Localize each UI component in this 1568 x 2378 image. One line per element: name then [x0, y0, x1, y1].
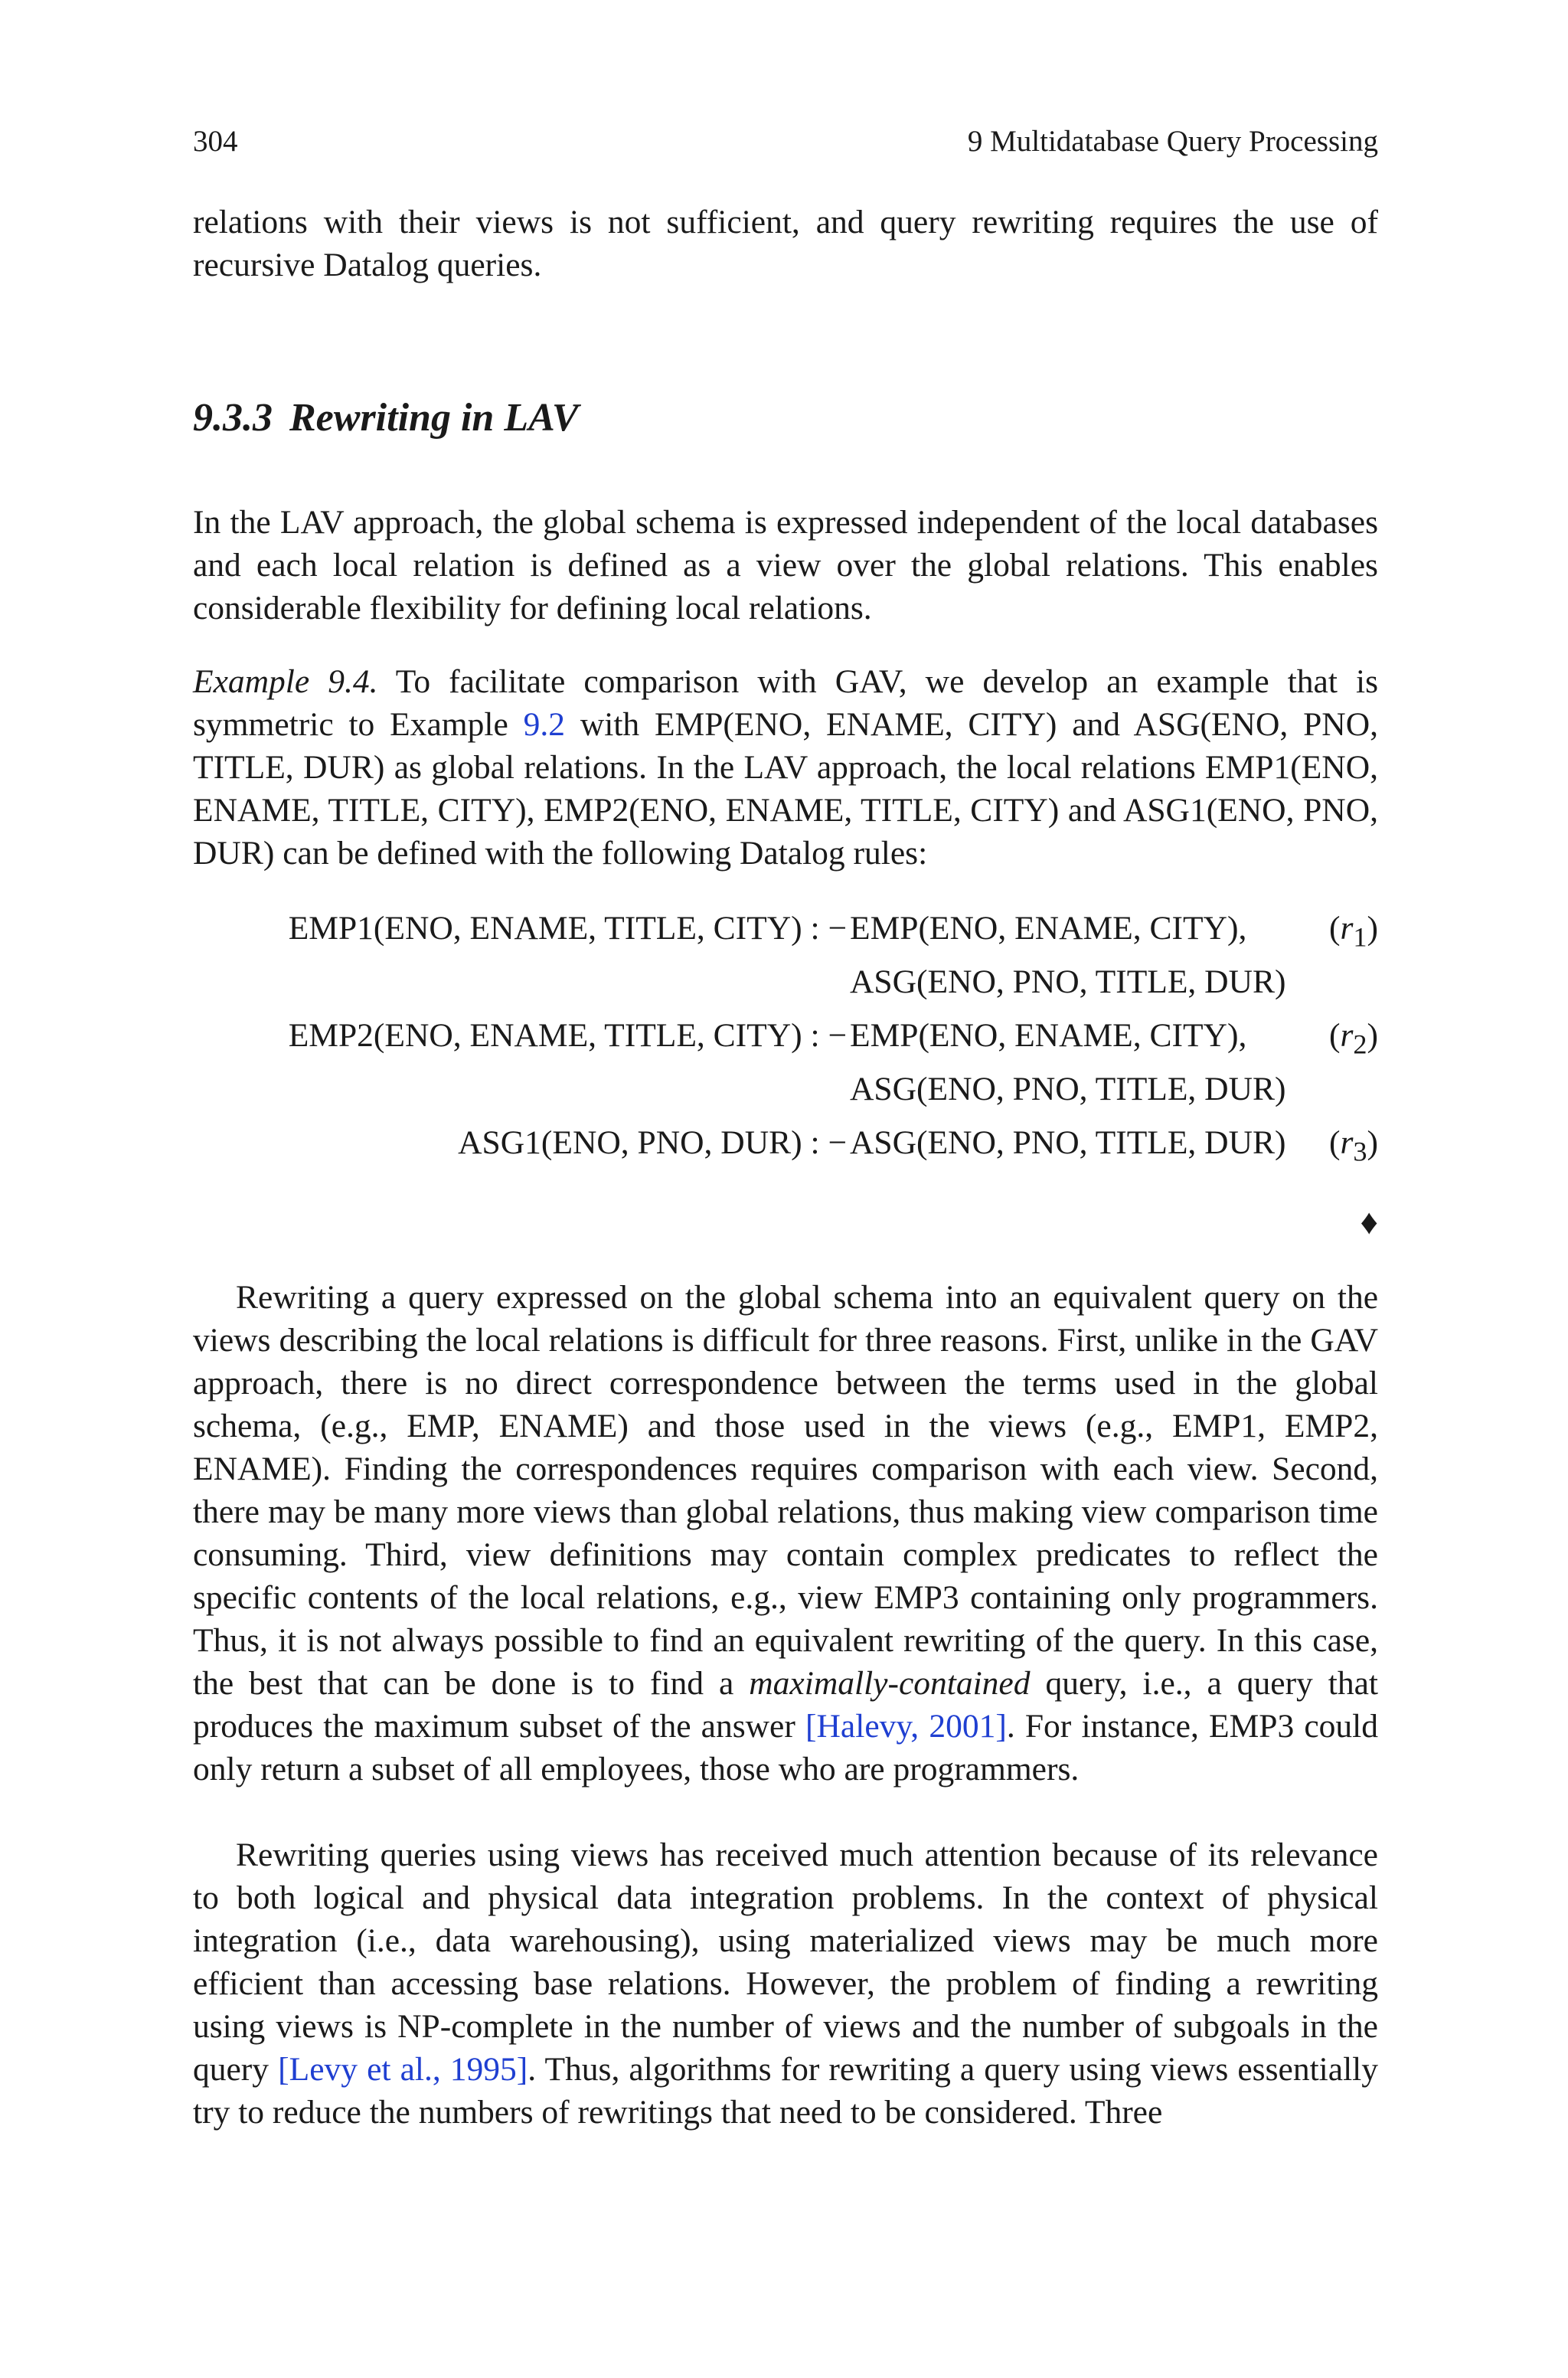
example-ref-link[interactable]: 9.2 — [523, 706, 565, 743]
lav-paragraph — [193, 501, 1378, 630]
views-paragraph — [193, 1833, 1378, 2134]
rule-3-body: ASG(ENO, PNO, TITLE, DUR) — [850, 1124, 1286, 1161]
example-text-b: with EMP(ENO, ENAME, CITY) and ASG(ENO, PNO, TITLE, DUR) as global relations. In the LAV approach, the local relations EMP1(ENO, ENAME, TITLE, CITY), EMP2(ENO, ENAME, TITLE, CITY) and ASG1(ENO, PNO, DUR) can be defined with the following Datalog rules: — [193, 706, 1378, 872]
rewrite-paragraph — [193, 1276, 1378, 1791]
example-paragraph — [193, 660, 1378, 875]
rule-2-body-2: ASG(ENO, PNO, TITLE, DUR) — [850, 1071, 1286, 1107]
rule-1-body-2: ASG(ENO, PNO, TITLE, DUR) — [850, 963, 1286, 1000]
rule-3 — [193, 1116, 1378, 1169]
rule-1-body: EMP(ENO, ENAME, CITY), — [850, 910, 1247, 947]
citation-halevy-link[interactable]: [Halevy, 2001] — [805, 1708, 1007, 1745]
example-text-a: To facilitate comparison with GAV, we develop an example that is symmetric to Example — [193, 663, 1379, 743]
rule-2 — [193, 1009, 1378, 1062]
rule-2-head: EMP2(ENO, ENAME, TITLE, CITY) : − — [288, 1017, 847, 1054]
citation-levy-link[interactable]: [Levy et al., 1995] — [278, 2051, 528, 2088]
lav-text: In the LAV approach, the global schema is expressed independent of the local databases and each local relation is defined as a view over the global relations. This enables considerable flexibility for defining local relations. — [193, 504, 1378, 626]
section-title: Rewriting in LAV — [289, 396, 579, 440]
rule-3-head: ASG1(ENO, PNO, DUR) : − — [458, 1124, 847, 1161]
rewrite-text-2: query, i.e., a query that produces the maximum subset of the answer — [193, 1665, 1379, 1745]
rule-1 — [193, 901, 1378, 955]
example-label: Example 9.4. — [193, 663, 378, 700]
chapter-title: 9 Multidatabase Query Processing — [967, 125, 1378, 158]
rule-3-label: $(r_3)$ — [1328, 1124, 1378, 1167]
rule-1-head: EMP1(ENO, ENAME, TITLE, CITY) : − — [288, 910, 847, 947]
section-heading — [193, 394, 1378, 443]
rewrite-text-1: Rewriting a query expressed on the global schema into an equivalent query on the views describing the local relations is difficult for three reasons. First, unlike in the GAV approach, there is no direct correspondence between the terms used in the global schema, (e.g., EMP, ENAME) and those used in the views (e.g., EMP1, EMP2, ENAME). Finding the correspondences requires comparison with each view. Second, there may be many more views than global relations, thus making view comparison time consuming. Third, view definitions may contain complex predicates to reflect the specific contents of the local relations, e.g., view EMP3 containing only programmers. Thus, it is not always possible to find an equivalent rewriting of the query. In this case, the best that can be done is to find a — [193, 1279, 1378, 1702]
views-text-1: Rewriting queries using views has received much attention because of its relevance to both logical and physical data integration problems. In the context of physical integration (i.e., data warehousing), using materialized views may be much more efficient than accessing base relations. However, the problem of finding a rewriting using views is NP-complete in the number of views and the number of subgoals in the query — [193, 1837, 1378, 2088]
rule-2-body: EMP(ENO, ENAME, CITY), — [850, 1017, 1247, 1054]
intro-paragraph — [193, 201, 1378, 286]
rule-2-label: $(r_2)$ — [1328, 1017, 1378, 1060]
rewrite-emphasis: maximally-contained — [749, 1665, 1031, 1702]
intro-text: relations with their views is not sufficient, and query rewriting requires the use of recursive Datalog queries. — [193, 204, 1378, 283]
rule-1-continued — [193, 955, 1378, 1009]
rule-2-continued — [193, 1062, 1378, 1116]
page-number: 304 — [193, 125, 238, 158]
rewrite-text-3: . For instance, EMP3 could only return a subset of all employees, those who are programmers. — [193, 1708, 1378, 1788]
datalog-rules — [193, 901, 1378, 1169]
views-text-2: . Thus, algorithms for rewriting a query using views essentially try to reduce the numbers of rewritings that need to be considered. Three — [193, 2051, 1378, 2131]
end-of-example-icon: ♦ — [1360, 1202, 1378, 1241]
section-number: 9.3.3 — [193, 396, 273, 440]
rule-1-label: $(r_1)$ — [1328, 910, 1378, 953]
